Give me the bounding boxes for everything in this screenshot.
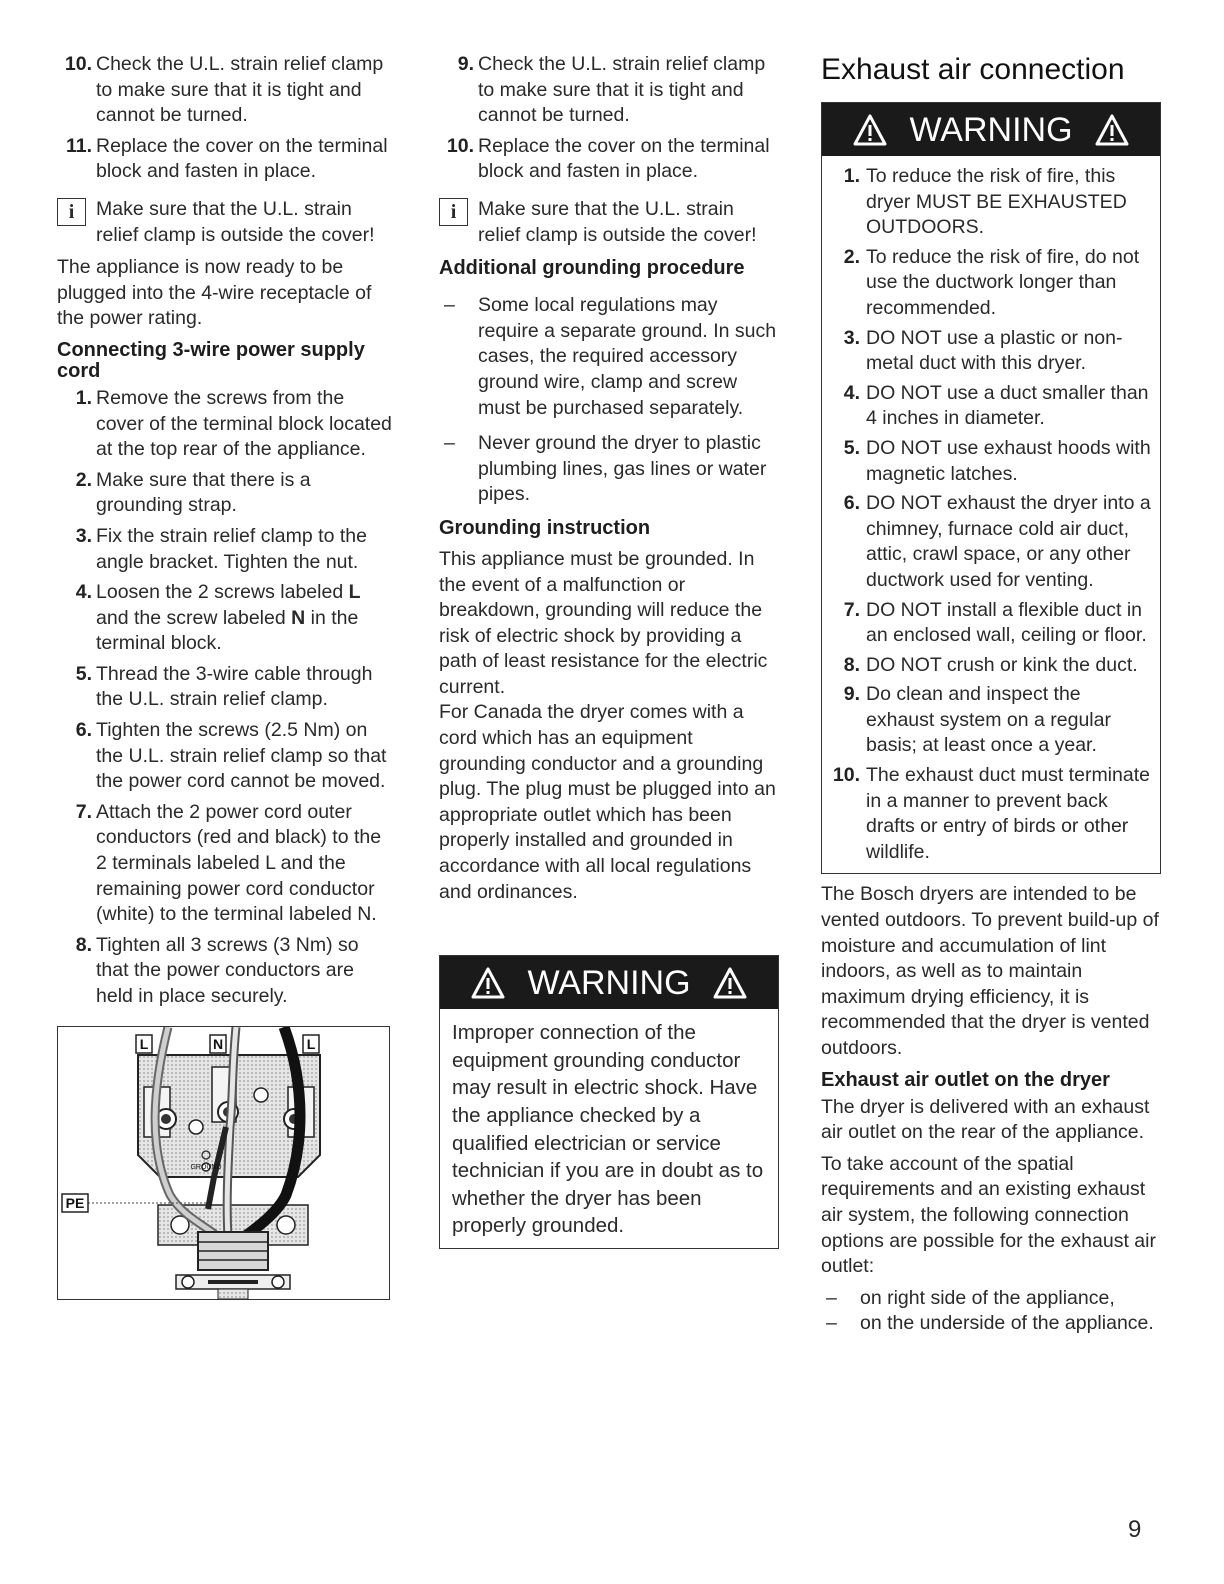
list-item <box>826 164 1154 241</box>
outlet-options-intro: To take account of the spatial requirements and an existing exhaust air system, the following connection options are possible for the exhaust air outlet: <box>821 1152 1156 1278</box>
section-heading-3wire: Connecting 3-wire power supply cord <box>57 338 365 382</box>
info-note <box>439 197 779 248</box>
list-item <box>826 436 1154 487</box>
step-text: Attach the 2 power cord outer conductors (red and black) to the 2 terminals labeled L and the remaining power cord conductor (white) to the terminal labeled N. <box>96 800 382 926</box>
list-item <box>57 524 392 575</box>
warning-box-exhaust <box>821 102 1161 874</box>
diagram-label-pe: PE <box>65 1194 85 1211</box>
warning-box-grounding <box>439 955 779 1249</box>
outlet-paragraph: The dryer is delivered with an exhaust air outlet on the rear of the appliance. <box>821 1095 1150 1144</box>
steps-top-list <box>57 52 392 185</box>
item-text: DO NOT use a plastic or non-metal duct with this dryer. <box>866 326 1123 375</box>
list-item <box>57 662 392 713</box>
list-item <box>826 326 1154 377</box>
item-text: To reduce the risk of fire, do not use the ductwork longer than recommended. <box>866 245 1140 319</box>
warning-text: Improper connection of the equipment grounding conductor may result in electric shock. Have the appliance checked by a qualified electrician or service technician if you are in doubt as to whether the dryer has been properly grounded. <box>452 1021 764 1238</box>
note-text: Make sure that the U.L. strain relief clamp is outside the cover! <box>96 197 375 246</box>
step-text: Check the U.L. strain relief clamp to make sure that it is tight and cannot be turned. <box>96 53 384 127</box>
item-text: To reduce the risk of fire, this dryer MUST BE EXHAUSTED OUTDOORS. <box>866 165 1127 239</box>
terminal-block-diagram <box>57 1026 390 1300</box>
step-number: 3. <box>75 524 92 547</box>
list-item <box>57 468 392 519</box>
list-item <box>826 653 1154 679</box>
item-number: 10. <box>832 764 860 787</box>
section-heading-grounding-instruction: Grounding instruction <box>439 516 651 539</box>
grounding-canada-paragraph: For Canada the dryer comes with a cord which has an equipment grounding conductor and a grounding plug. The plug must be plugged into an appropriate outlet which has been properly installed and grounded in accordance with all local regulations and ordinances. <box>439 701 776 903</box>
step-text: Thread the 3-wire cable through the U.L. strain relief clamp. <box>96 662 373 711</box>
item-number: 4. <box>843 381 860 404</box>
item-text: DO NOT install a flexible duct in an enclosed wall, ceiling or floor. <box>866 598 1147 647</box>
column-3 <box>821 52 1161 1347</box>
item-number: 9. <box>843 683 860 706</box>
list-item <box>826 491 1154 593</box>
list-item <box>57 52 392 129</box>
step-number: 4. <box>75 581 92 604</box>
step-number: 1. <box>75 386 92 409</box>
step-text: Replace the cover on the terminal block and fasten in place. <box>478 134 770 183</box>
info-icon: i <box>57 198 86 226</box>
list-item <box>57 134 392 185</box>
step-text-pre: Loosen the 2 screws labeled <box>96 581 349 604</box>
item-text: The exhaust duct must terminate in a manner to prevent back drafts or entry of birds or other wildlife. <box>866 764 1150 863</box>
item-number: 1. <box>843 165 860 187</box>
warning-body <box>822 156 1160 873</box>
list-item <box>826 381 1154 432</box>
info-note <box>57 197 392 248</box>
grounding-paragraph: This appliance must be grounded. In the event of a malfunction or breakdown, grounding will reduce the risk of electric shock by providing a path of least resistance for the electric current. <box>439 547 768 698</box>
step-text: Replace the cover on the terminal block and fasten in place. <box>96 134 388 183</box>
step-text: Check the U.L. strain relief clamp to make sure that it is tight and cannot be turned. <box>478 53 766 127</box>
ready-text: The appliance is now ready to be plugged into the 4-wire receptacle of the power rating. <box>57 256 372 330</box>
item-number: 6. <box>843 492 860 515</box>
list-item <box>439 134 779 185</box>
warning-header <box>822 103 1160 156</box>
list-item: – Never ground the dryer to plastic plumbing lines, gas lines or water pipes. <box>439 431 779 508</box>
list-item: – on the underside of the appliance. <box>821 1311 1161 1337</box>
step-text: Fix the strain relief clamp to the angle bracket. Tighten the nut. <box>96 524 367 573</box>
warning-triangle-icon <box>1095 114 1129 146</box>
item-number: 8. <box>843 653 860 676</box>
warning-title: WARNING <box>527 963 691 1002</box>
list-item <box>826 682 1154 759</box>
page-section-title: Exhaust air connection <box>821 53 1125 86</box>
label-l: L <box>348 581 361 604</box>
list-item <box>57 933 392 1010</box>
list-item <box>57 580 392 657</box>
column-2 <box>439 52 779 1249</box>
item-text: DO NOT use a duct smaller than 4 inches in diameter. <box>866 381 1149 430</box>
item-text: DO NOT exhaust the dryer into a chimney, furnace cold air duct, attic, crawl space, or any other ductwork used for venting. <box>866 492 1151 591</box>
step-number: 11. <box>65 134 92 157</box>
step-text: Tighten the screws (2.5 Nm) on the U.L. strain relief clamp so that the power cord cannot be moved. <box>96 719 387 793</box>
steps-3wire-list <box>57 386 392 1010</box>
list-item <box>57 800 392 928</box>
list-item <box>826 763 1154 865</box>
diagram-label-ground: GROUND <box>190 1163 222 1171</box>
item-text: DO NOT use exhaust hoods with magnetic latches. <box>866 436 1151 485</box>
list-item <box>826 245 1154 322</box>
diagram-label-l-right: L <box>306 1035 316 1052</box>
step-number: 5. <box>75 662 92 685</box>
item-number: 7. <box>843 598 860 621</box>
exhaust-intro: The Bosch dryers are intended to be vented outdoors. To prevent build-up of moisture and accumulation of lint indoors, as well as to maintain maximum drying efficiency, it is recommended that the dryer is vented outdoors. <box>821 883 1159 1059</box>
step-text: Tighten all 3 screws (3 Nm) so that the power conductors are held in place securely. <box>96 933 359 1007</box>
step-number: 8. <box>75 933 92 956</box>
page-number: 9 <box>1128 1516 1142 1543</box>
label-n: N <box>291 606 306 629</box>
warning-triangle-icon <box>713 967 747 999</box>
list-item <box>57 718 392 795</box>
list-item <box>826 598 1154 649</box>
step-number: 6. <box>75 719 92 742</box>
step-text: Remove the screws from the cover of the terminal block located at the top rear of the appliance. <box>96 386 392 461</box>
step-number: 7. <box>75 800 92 823</box>
diagram-label-n: N <box>212 1035 224 1052</box>
step-number: 10. <box>446 134 474 157</box>
step-number: 2. <box>75 468 92 491</box>
item-number: 2. <box>843 245 860 268</box>
item-text: Do clean and inspect the exhaust system on a regular basis; at least once a year. <box>866 683 1111 757</box>
section-heading-exhaust-outlet: Exhaust air outlet on the dryer <box>821 1068 1110 1091</box>
step-number: 9. <box>457 53 474 75</box>
list-item: – Some local regulations may require a separate ground. In such cases, the required accessory ground wire, clamp and screw must be purchased separately. <box>439 293 779 421</box>
warning-title: WARNING <box>909 110 1073 149</box>
steps-top-list <box>439 52 779 185</box>
step-text: Make sure that there is a grounding strap. <box>96 468 311 517</box>
section-heading-additional-grounding: Additional grounding procedure <box>439 257 745 280</box>
item-number: 3. <box>843 326 860 349</box>
note-text: Make sure that the U.L. strain relief clamp is outside the cover! <box>478 197 757 246</box>
list-item <box>57 386 392 463</box>
column-1 <box>57 52 392 1300</box>
outlet-options-list <box>821 1286 1161 1337</box>
warning-triangle-icon <box>471 967 505 999</box>
item-text: DO NOT crush or kink the duct. <box>866 653 1138 676</box>
warning-triangle-icon <box>853 114 887 146</box>
list-item: – on right side of the appliance, <box>821 1286 1161 1312</box>
diagram-label-l-left: L <box>139 1035 149 1052</box>
list-item <box>439 52 779 129</box>
item-number: 5. <box>843 436 860 459</box>
step-number: 10. <box>64 53 92 75</box>
warning-header <box>440 956 778 1009</box>
grounding-dash-list <box>439 293 779 508</box>
warning-list <box>826 164 1154 865</box>
info-icon: i <box>439 198 468 226</box>
step-text-post: in the terminal block. <box>96 606 359 655</box>
terminal-block-illustration <box>58 1027 389 1299</box>
step-text-mid: and the screw labeled <box>96 606 292 629</box>
